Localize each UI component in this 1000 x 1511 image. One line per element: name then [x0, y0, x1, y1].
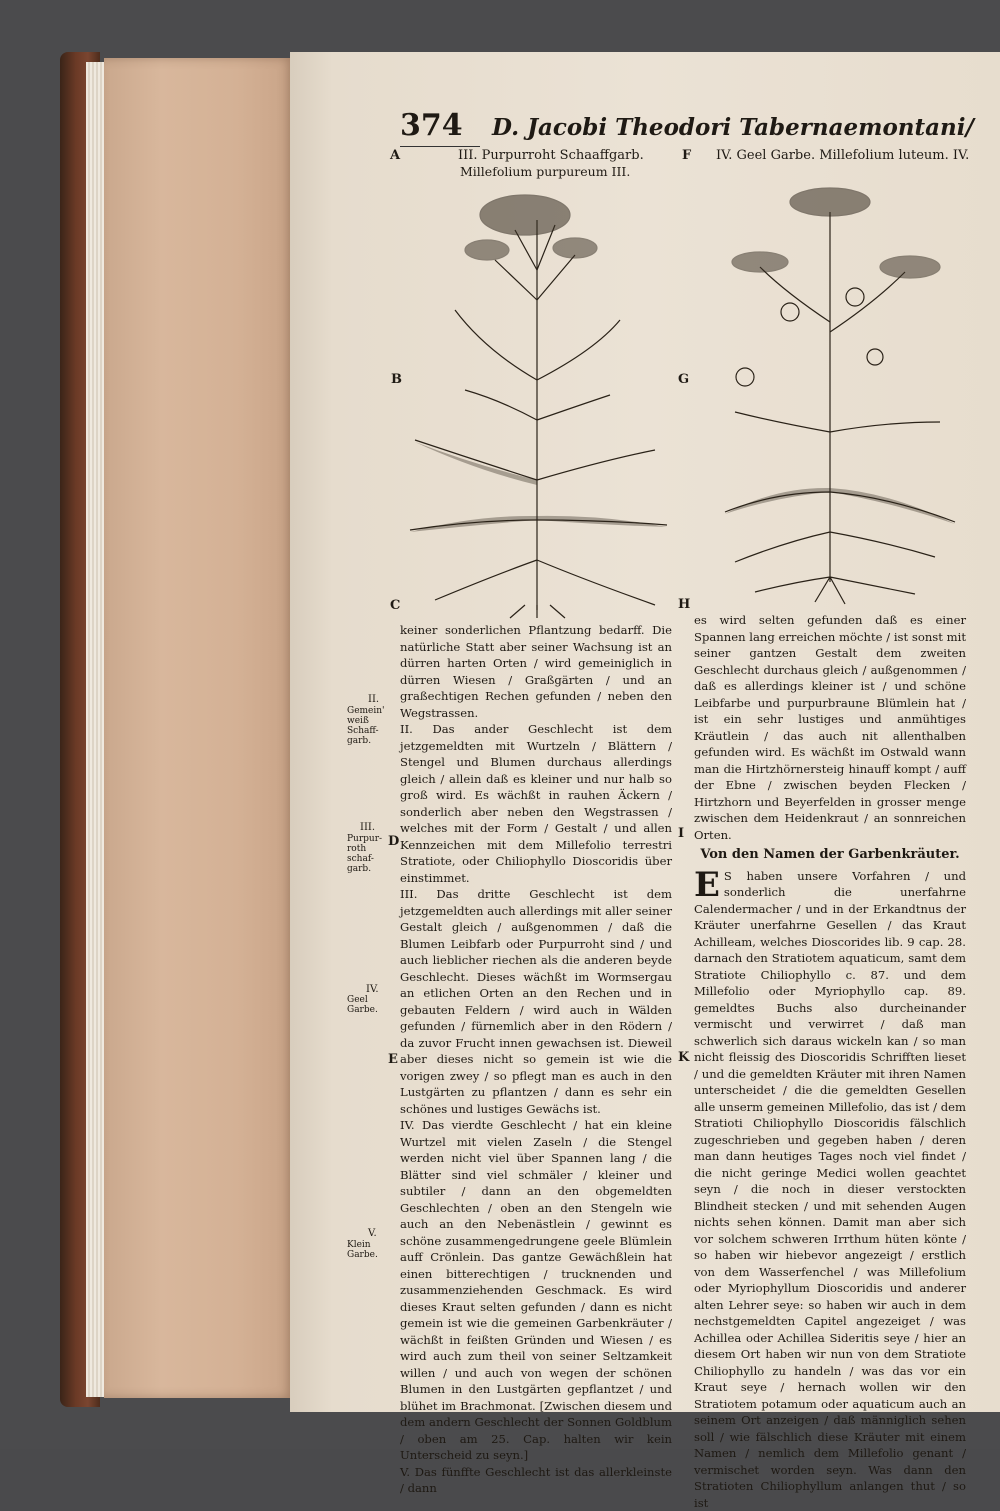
margin-num-ii: II.: [368, 694, 379, 705]
figure-right-title: IV. Geel Garbe. Millefolium luteum. IV.: [716, 148, 969, 163]
paragraph-right-intro: es wird selten gefunden daß es einer Spannen lang erreichen möchte / ist sonst mit seiner gantzen Gestalt dem zweiten Geschlecht durchaus gleich / außgenommen / daß es allerdings kleiner ist / und schöne Leibfarbe und purpurbraune Blümlein hat / ist ein sehr lustiges und anmühtiges Kräutlein / das auch nit allenthalben gefunden wird. Es wächßt im Ostwald wann man die Hirtzhörnersteig hinauff kompt / auff der Ebne / zwischen beyden Flecken / Hirtzhorn und Beyerfelden in grosser menge zwischen dem Heidenkraut / an sonnreichen Orten.: [694, 612, 966, 843]
paragraph-right-body: [694, 868, 966, 1511]
marker-c: C: [390, 598, 400, 613]
paragraph-left-v: V. Das fünffte Geschlecht ist das allerkleinste / dann: [400, 1464, 672, 1497]
figure-letter-a: A: [390, 148, 400, 163]
figure-letter-f: F: [682, 148, 691, 163]
figure-left-title: III. Purpurroht Schaaffgarb.: [458, 148, 644, 163]
page-number: 374: [400, 108, 463, 143]
paragraph-right-body-text: S haben unsere Vorfahren / und sonderlich die unerfahrne Calendermacher / und in der Erkandtnus der Kräuter unerfahrne Gesellen / das Kraut Achilleam, welches Dioscorides lib. 9 cap. 28. darnach den Stratiotem aquaticum, samt dem Stratiote Chiliophyllo c. 87. und dem Millefolio oder Myriophyllo cap. 89. gemeldtes Buchs also durcheinander vermischt und verwirret / daß man schwerlich sich daraus wickeln kan / so man nicht fleissig des Dioscoridis Schrifften lieset / und die gemeldten Kräuter mit ihren Namen unterscheidet / die die gemeldten Gesellen alle unserm gemeinen Millefolio, das ist / dem Stratioti Chiliophyllo Dioscoridis fälschlich zugeschrieben und gegeben haben / deren man dann heutiges Tages noch viel findet / die nicht geringe Medici wollen geachtet seyn / die noch in dieser verstockten Blindheit stecken / und mit sehenden Augen nichts sehen können. Damit man aber sich vor solchem schweren Irrthum hüten könte / so haben wir hiebevor angezeigt / erstlich von dem Wasserfenchel / was Millefolium oder Myriophyllum Dioscoridis und anderer alten Lehrer seye: so haben wir auch in dem nechstgemeldten Capitel angezeiget / was Achillea oder Achillea Sideritis seye / hier an diesem Ort haben wir nun von dem Stratiote Chiliophyllo zu handeln / was das vor ein Kraut seye / hernach wollen wir den Stratiotem potamum oder aquaticum auch an seinem Ort anzeigen / daß männiglich sehen soll / wie fälschlich diese Kräuter mit einem Namen / nemlich dem Millefolio genant / vermischet worden seyn. Was dann den Stratioten Chiliophyllum anlangen thut / so ist: [694, 869, 966, 1510]
margin-num-iii: III.: [360, 822, 375, 833]
margin-note-ii: Gemein' weiß Schaff-garb.: [347, 706, 397, 746]
figure-left-subtitle: Millefolium purpureum III.: [460, 164, 630, 179]
margin-num-v: V.: [368, 1228, 377, 1239]
margin-note-iii: Purpur-roth schaf-garb.: [347, 834, 389, 874]
left-text-column: [400, 622, 672, 1497]
margin-num-iv: IV.: [366, 984, 379, 995]
right-text-column: [694, 612, 966, 1511]
marker-d: D: [388, 834, 399, 849]
dropcap: E: [694, 870, 720, 900]
marker-i: I: [678, 826, 684, 841]
paragraph-left-ii: II. Das ander Geschlecht ist dem jetzgemeldten mit Wurtzeln / Blättern / Stengel und Blumen durchaus allerdings gleich / allein daß es kleiner und nur halb so groß wird. Es wächßt in rauhen Äckern / sonderlich aber neben den Wegstrassen / welches mit der Form / Gestalt / und allen Kennzeichen mit dem Millefolio terrestri Stratiote, oder Chiliophyllo Dioscoridis über einstimmet.: [400, 721, 672, 886]
marker-h: H: [678, 597, 690, 612]
section-heading: Von den Namen der Garbenkräuter.: [694, 847, 966, 864]
header-rule: [400, 146, 480, 147]
margin-note-iv: Geel Garbe.: [347, 995, 397, 1015]
plant-illustration-yellow-yarrow: [715, 172, 965, 612]
page-block-fore-edge: [104, 58, 294, 1398]
margin-note-v: Klein Garbe.: [347, 1240, 397, 1260]
paragraph-left-iv: IV. Das vierdte Geschlecht / hat ein kleine Wurtzel mit vielen Zaseln / die Stengel werden nicht viel über Spannen lang / die Blätter sind viel schmäler / kleiner und subtiler / dann an den obgemeldten Geschlechten / oben an den Stengeln wie auch an den Nebenästlein / gewinnt es schöne zusammengedrungene geele Blümlein auff Crönlein. Das gantze Gewächßlein hat einen bitterechtigen / trucknenden und zusammenziehenden Geschmack. Es wird dieses Kraut selten gefunden / dann es nicht gemein ist wie die gemeinen Garbenkräuter / wächßt in feißten Gründen und Wiesen / es wird auch zum theil von seiner Seltzamkeit willen / und auch von wegen der schönen Blumen in den Lustgärten gepflantzet / und blühet im Brachmonat. [Zwischen diesem und dem andern Geschlecht der Sonnen Goldblum / oben am 25. Cap. halten wir kein Unterscheid zu seyn.]: [400, 1117, 672, 1464]
paragraph-left-iii: III. Das dritte Geschlecht ist dem jetzgemeldten auch allerdings mit aller seiner Gestalt gleich / außgenommen / daß die Blumen Leibfarb oder Purpurroht sind / und auch lieblicher riechen als die anderen beyde Geschlecht. Dieses wächßt im Wormsergau an etlichen Orten an den Rechen und in gebauten Feldern / wird auch in Wälden gefunden / fürnemlich aber in den Rödern / da zuvor Frucht innen gewachsen ist. Dieweil aber dieses nicht so gemein ist wie die vorigen zwey / so pflegt man es auch in den Lustgärten zu pflantzen / dann es sehr ein schönes und lustiges Gewächs ist.: [400, 886, 672, 1117]
marker-e: E: [388, 1052, 398, 1067]
paragraph-left-intro: keiner sonderlichen Pflantzung bedarff. Die natürliche Statt aber seiner Wachsung ist an dürren harten Orten / wird gemeiniglich in dürren Wiesen / Graßgärten / und an graßechtigen Rechen gefunden / neben den Wegstrassen.: [400, 622, 672, 721]
plant-illustration-purple-yarrow: [405, 180, 670, 620]
page-header: [400, 108, 960, 148]
marker-b: B: [391, 372, 402, 387]
running-title: D. Jacobi Theodori Tabernaemontani/: [492, 114, 974, 141]
marker-k: K: [678, 1050, 689, 1065]
marker-g: G: [678, 372, 689, 387]
